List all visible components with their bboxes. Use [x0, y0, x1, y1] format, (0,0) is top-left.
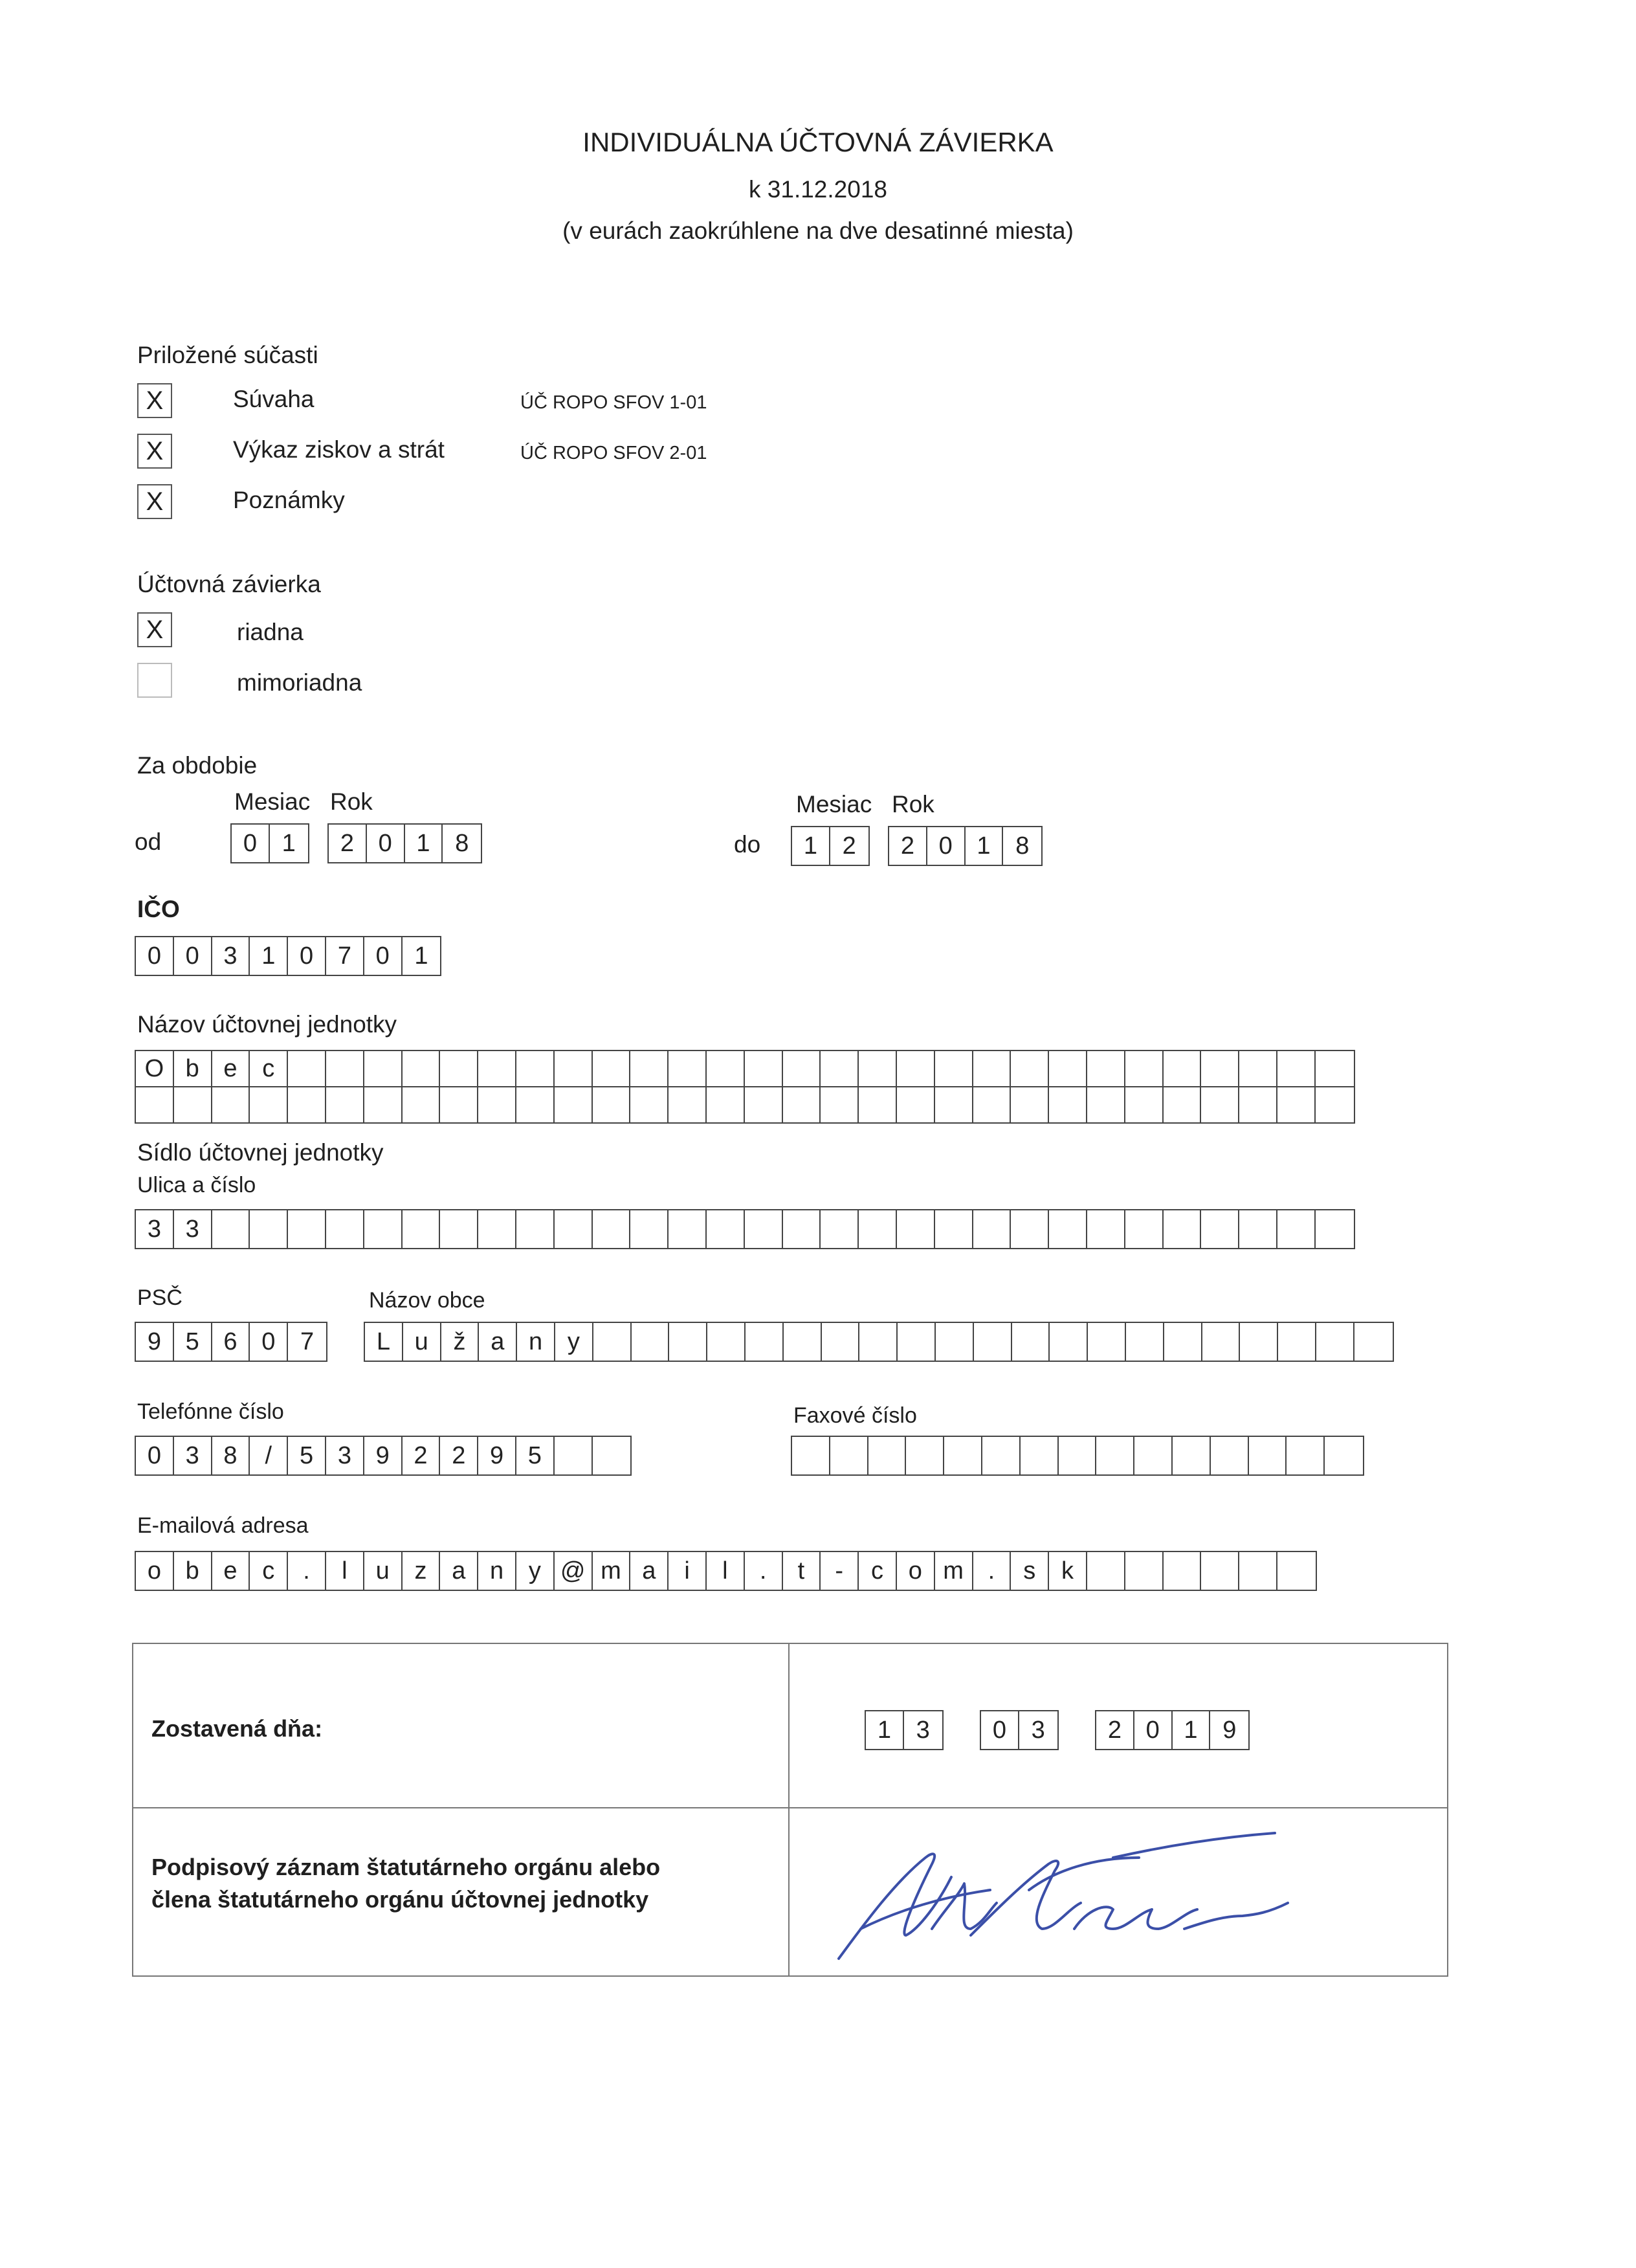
email-field-cell	[1201, 1552, 1239, 1590]
town-field-cell	[1316, 1323, 1354, 1361]
entity-name-row2-cell	[821, 1087, 859, 1122]
street-field-cell	[1201, 1210, 1239, 1248]
street-field-cell	[935, 1210, 973, 1248]
street-field-cell	[1316, 1210, 1354, 1248]
from-month-field-cell: 0	[232, 825, 270, 862]
email-field-cell: i	[669, 1552, 707, 1590]
town-field-cell	[1126, 1323, 1164, 1361]
phone-field-cell: 2	[403, 1437, 441, 1474]
to-month-label: Mesiac	[796, 791, 872, 817]
email-field-cell: k	[1049, 1552, 1087, 1590]
from-month-field-cell: 1	[282, 829, 296, 857]
attachments-heading: Priložené súčasti	[137, 342, 318, 368]
email-field-cell: .	[288, 1552, 326, 1590]
entity-name-row1-cell	[821, 1051, 859, 1086]
checkbox-mimoriadna[interactable]	[137, 663, 172, 698]
email-field-cell: .	[973, 1552, 1011, 1590]
fax-field-cell	[1249, 1437, 1287, 1474]
email-field-cell: m	[593, 1552, 631, 1590]
label-suvaha: Súvaha	[233, 386, 315, 412]
to-year-field-cell: 2	[889, 827, 927, 865]
zip-field-cell: 6	[212, 1323, 250, 1361]
phone-field-cell: /	[250, 1437, 288, 1474]
checkbox-riadna[interactable]: X	[137, 612, 172, 647]
entity-name-row2-cell	[174, 1087, 212, 1122]
to-month-field-cell: 2	[842, 832, 856, 860]
entity-name-row1-cell	[516, 1051, 555, 1086]
entity-name-row1-cell	[1087, 1051, 1125, 1086]
entity-name-row1-cell	[745, 1051, 783, 1086]
label-poznamky: Poznámky	[233, 487, 345, 513]
street-field-cell	[288, 1210, 326, 1248]
entity-name-row2-cell	[440, 1087, 478, 1122]
compiled-month-field-cell: 0	[981, 1711, 1019, 1749]
street-field-cell	[1239, 1210, 1277, 1248]
town-field-cell	[669, 1323, 707, 1361]
town-field-cell: n	[517, 1323, 555, 1361]
entity-name-row1-cell	[973, 1051, 1011, 1086]
street-field-cell	[669, 1210, 707, 1248]
street-field-cell	[783, 1210, 821, 1248]
town-field-cell: u	[403, 1323, 441, 1361]
entity-name-row2-cell	[555, 1087, 593, 1122]
street-field-cell	[326, 1210, 364, 1248]
entity-name-row1-cell	[478, 1051, 516, 1086]
fax-field[interactable]	[791, 1436, 1364, 1476]
phone-field-cell	[593, 1437, 631, 1474]
entity-name-row1-cell	[1049, 1051, 1087, 1086]
phone-field-cell: 2	[440, 1437, 478, 1474]
street-field-cell	[630, 1210, 669, 1248]
entity-name-row1-cell	[669, 1051, 707, 1086]
entity-name-row1-cell	[707, 1051, 745, 1086]
street-field-cell	[250, 1210, 288, 1248]
town-field-cell	[1278, 1323, 1316, 1361]
entity-name-row2-cell	[859, 1087, 897, 1122]
street-field-cell	[1125, 1210, 1164, 1248]
fax-field-cell	[792, 1437, 830, 1474]
to-year-field-cell: 0	[927, 827, 966, 865]
town-field-cell: ž	[441, 1323, 480, 1361]
entity-name-row2-cell	[897, 1087, 935, 1122]
ico-field-cell: 3	[212, 937, 250, 975]
zip-field[interactable]	[135, 1322, 327, 1362]
compiled-year-field[interactable]	[1095, 1710, 1250, 1750]
fax-field-cell	[1211, 1437, 1249, 1474]
fax-field-cell	[868, 1437, 907, 1474]
label-mimoriadna: mimoriadna	[237, 669, 362, 696]
compiled-day-field-cell: 3	[916, 1716, 930, 1744]
phone-field-cell: 3	[174, 1437, 212, 1474]
email-field-cell: t	[783, 1552, 821, 1590]
from-month-label: Mesiac	[234, 788, 311, 815]
ico-field-cell: 0	[136, 937, 174, 975]
fax-field-cell	[1059, 1437, 1097, 1474]
town-field-cell: a	[479, 1323, 517, 1361]
entity-name-row2-cell	[707, 1087, 745, 1122]
date-line: k 31.12.2018	[749, 176, 887, 203]
entity-name-row2-cell	[250, 1087, 288, 1122]
checkbox-vykaz[interactable]: X	[137, 434, 172, 469]
phone-field-cell: 3	[326, 1437, 364, 1474]
ico-field-cell: 1	[250, 937, 288, 975]
entity-name-label: Názov účtovnej jednotky	[137, 1011, 397, 1038]
fax-field-cell	[1096, 1437, 1134, 1474]
street-field-cell	[745, 1210, 783, 1248]
entity-name-row1-cell	[364, 1051, 403, 1086]
phone-field-cell: 5	[516, 1437, 555, 1474]
phone-field[interactable]	[135, 1436, 632, 1476]
town-field-cell	[1050, 1323, 1088, 1361]
entity-name-row2-cell	[783, 1087, 821, 1122]
street-field-cell	[593, 1210, 631, 1248]
street-field-cell	[1049, 1210, 1087, 1248]
email-field-cell: n	[478, 1552, 516, 1590]
email-field-cell: a	[440, 1552, 478, 1590]
compiled-year-field-cell: 2	[1096, 1711, 1134, 1749]
email-field-cell: -	[821, 1552, 859, 1590]
entity-name-row2-cell	[593, 1087, 631, 1122]
ico-field-cell: 0	[364, 937, 403, 975]
street-field-cell: 3	[136, 1210, 174, 1248]
entity-name-row1-cell	[326, 1051, 364, 1086]
street-field-cell	[821, 1210, 859, 1248]
entity-name-row2-cell	[1201, 1087, 1239, 1122]
footer-divider-vertical	[788, 1643, 790, 1977]
town-field-cell	[974, 1323, 1012, 1361]
entity-name-row2-cell	[403, 1087, 441, 1122]
email-label: E-mailová adresa	[137, 1513, 309, 1538]
signature-scribble	[835, 1832, 1327, 1968]
street-field-cell	[973, 1210, 1011, 1248]
entity-name-row2-cell	[1277, 1087, 1316, 1122]
to-month-field[interactable]	[791, 826, 870, 866]
street-field-cell	[707, 1210, 745, 1248]
zip-field-cell: 9	[136, 1323, 174, 1361]
email-field-cell: m	[935, 1552, 973, 1590]
entity-name-row1[interactable]	[135, 1050, 1355, 1087]
entity-name-row2-cell	[973, 1087, 1011, 1122]
street-field-cell	[555, 1210, 593, 1248]
entity-name-row1-cell	[1164, 1051, 1202, 1086]
town-field-cell	[936, 1323, 974, 1361]
entity-name-row2-cell	[630, 1087, 669, 1122]
label-riadna: riadna	[237, 619, 304, 645]
fax-field-cell	[982, 1437, 1021, 1474]
entity-name-row2-cell	[516, 1087, 555, 1122]
entity-name-row1-cell	[1316, 1051, 1354, 1086]
compiled-year-field-cell: 1	[1173, 1711, 1211, 1749]
town-field-cell	[859, 1323, 898, 1361]
town-field-cell	[593, 1323, 632, 1361]
fax-label: Faxové číslo	[793, 1403, 917, 1428]
entity-name-row2-cell	[1125, 1087, 1164, 1122]
ico-field-cell: 0	[288, 937, 326, 975]
email-field-cell: o	[897, 1552, 935, 1590]
zip-field-cell: 0	[250, 1323, 288, 1361]
town-field-cell	[1088, 1323, 1126, 1361]
from-year-label: Rok	[330, 788, 373, 815]
phone-field-cell: 9	[364, 1437, 403, 1474]
fax-field-cell	[906, 1437, 944, 1474]
to-year-label: Rok	[892, 791, 934, 817]
email-field-cell	[1087, 1552, 1125, 1590]
entity-name-row1-cell	[288, 1051, 326, 1086]
seat-label: Sídlo účtovnej jednotky	[137, 1139, 384, 1166]
entity-name-row2[interactable]	[135, 1086, 1355, 1124]
from-year-field-cell: 8	[455, 829, 469, 857]
from-year-field-cell: 2	[329, 825, 367, 862]
checkbox-suvaha[interactable]: X	[137, 383, 172, 418]
zip-field-cell: 7	[300, 1328, 315, 1355]
zip-label: PSČ	[137, 1285, 182, 1310]
fax-field-cell	[830, 1437, 868, 1474]
from-year-field-cell: 1	[405, 825, 443, 862]
signature-label-line2: člena štatutárneho orgánu účtovnej jednotky	[151, 1886, 649, 1913]
entity-name-row1-cell	[440, 1051, 478, 1086]
footer-divider-horizontal	[132, 1807, 1448, 1808]
town-field-cell	[746, 1323, 784, 1361]
entity-name-row1-cell	[1239, 1051, 1277, 1086]
email-field-cell: z	[403, 1552, 441, 1590]
town-field-cell	[784, 1323, 822, 1361]
to-label: do	[734, 831, 761, 858]
fax-field-cell	[1325, 1437, 1363, 1474]
town-field-cell	[898, 1323, 936, 1361]
street-label: Ulica a číslo	[137, 1173, 256, 1197]
phone-field-cell: 9	[478, 1437, 516, 1474]
entity-name-row1-cell	[859, 1051, 897, 1086]
entity-name-row1-cell	[783, 1051, 821, 1086]
entity-name-row1-cell: O	[136, 1051, 174, 1086]
entity-name-row2-cell	[1164, 1087, 1202, 1122]
email-field-cell: u	[364, 1552, 403, 1590]
phone-field-cell: 5	[288, 1437, 326, 1474]
entity-name-row1-cell	[593, 1051, 631, 1086]
code-suvaha: ÚČ ROPO SFOV 1-01	[520, 392, 707, 413]
street-field-cell	[897, 1210, 935, 1248]
compiled-year-field-cell: 9	[1222, 1716, 1237, 1744]
town-field-cell	[1012, 1323, 1050, 1361]
label-vykaz: Výkaz ziskov a strát	[233, 436, 445, 463]
email-field-cell	[1164, 1552, 1202, 1590]
to-year-field[interactable]	[888, 826, 1043, 866]
checkbox-poznamky[interactable]: X	[137, 484, 172, 519]
compiled-month-field-cell: 3	[1031, 1716, 1045, 1744]
entity-name-row2-cell	[669, 1087, 707, 1122]
entity-name-row2-cell	[478, 1087, 516, 1122]
email-field-cell: l	[707, 1552, 745, 1590]
email-field-cell	[1239, 1552, 1277, 1590]
entity-name-row2-cell	[212, 1087, 250, 1122]
entity-name-row2-cell	[1011, 1087, 1049, 1122]
street-field[interactable]	[135, 1209, 1355, 1249]
email-field-cell: o	[136, 1552, 174, 1590]
email-field-cell: a	[630, 1552, 669, 1590]
entity-name-row1-cell	[1277, 1051, 1316, 1086]
street-field-cell	[1011, 1210, 1049, 1248]
street-field-cell	[1277, 1210, 1316, 1248]
entity-name-row1-cell	[1201, 1051, 1239, 1086]
entity-name-row1-cell	[403, 1051, 441, 1086]
entity-name-row2-cell	[745, 1087, 783, 1122]
phone-field-cell	[555, 1437, 593, 1474]
entity-name-row2-cell	[326, 1087, 364, 1122]
fax-field-cell	[1021, 1437, 1059, 1474]
email-field[interactable]	[135, 1551, 1317, 1591]
from-label: od	[135, 828, 162, 855]
town-field-cell: L	[365, 1323, 403, 1361]
compiled-day-field[interactable]	[865, 1710, 944, 1750]
entity-name-row2-cell	[136, 1087, 174, 1122]
ico-field[interactable]	[135, 936, 441, 976]
period-heading: Za obdobie	[137, 752, 258, 779]
town-field-cell	[1240, 1323, 1278, 1361]
phone-label: Telefónne číslo	[137, 1399, 284, 1424]
email-field-cell: s	[1011, 1552, 1049, 1590]
currency-note: (v eurách zaokrúhlene na dve desatinné miesta)	[562, 217, 1074, 244]
street-field-cell	[364, 1210, 403, 1248]
street-field-cell	[440, 1210, 478, 1248]
from-month-field[interactable]	[230, 823, 309, 863]
email-field-cell: e	[212, 1552, 250, 1590]
signature-label-line1: Podpisový záznam štatutárneho orgánu alebo	[151, 1854, 661, 1880]
phone-field-cell: 8	[212, 1437, 250, 1474]
compiled-month-field[interactable]	[980, 1710, 1059, 1750]
town-field-cell	[707, 1323, 746, 1361]
entity-name-row1-cell	[1011, 1051, 1049, 1086]
code-vykaz: ÚČ ROPO SFOV 2-01	[520, 443, 707, 463]
entity-name-row2-cell	[935, 1087, 973, 1122]
compiled-day-field-cell: 1	[866, 1711, 904, 1749]
town-field-cell: y	[555, 1323, 593, 1361]
to-year-field-cell: 8	[1015, 832, 1030, 860]
entity-name-row2-cell	[1087, 1087, 1125, 1122]
email-field-cell: y	[516, 1552, 555, 1590]
from-year-field-cell: 0	[367, 825, 405, 862]
document-title: INDIVIDUÁLNA ÚČTOVNÁ ZÁVIERKA	[582, 127, 1054, 157]
entity-name-row2-cell	[1316, 1087, 1354, 1122]
ico-field-cell: 1	[414, 942, 428, 970]
street-field-cell	[516, 1210, 555, 1248]
email-field-cell: b	[174, 1552, 212, 1590]
town-field-cell	[1202, 1323, 1241, 1361]
statement-type-heading: Účtovná závierka	[137, 571, 321, 597]
entity-name-row2-cell	[288, 1087, 326, 1122]
town-field-cell	[1164, 1323, 1202, 1361]
email-field-cell	[1277, 1552, 1316, 1590]
entity-name-row1-cell	[935, 1051, 973, 1086]
email-field-cell: c	[250, 1552, 288, 1590]
from-year-field[interactable]	[327, 823, 482, 863]
entity-name-row1-cell: c	[250, 1051, 288, 1086]
entity-name-row2-cell	[364, 1087, 403, 1122]
zip-field-cell: 5	[174, 1323, 212, 1361]
email-field-cell	[1125, 1552, 1164, 1590]
phone-field-cell: 0	[136, 1437, 174, 1474]
street-field-cell: 3	[174, 1210, 212, 1248]
town-field-cell	[822, 1323, 860, 1361]
email-field-cell: @	[555, 1552, 593, 1590]
entity-name-row1-cell: b	[174, 1051, 212, 1086]
street-field-cell	[212, 1210, 250, 1248]
entity-name-row1-cell	[897, 1051, 935, 1086]
ico-field-cell: 7	[326, 937, 364, 975]
entity-name-row2-cell	[1239, 1087, 1277, 1122]
compiled-label: Zostavená dňa:	[151, 1715, 323, 1742]
entity-name-row1-cell	[630, 1051, 669, 1086]
email-field-cell: .	[745, 1552, 783, 1590]
street-field-cell	[478, 1210, 516, 1248]
town-field-cell	[632, 1323, 670, 1361]
town-field[interactable]	[364, 1322, 1394, 1362]
town-field-cell	[1354, 1323, 1393, 1361]
fax-field-cell	[1173, 1437, 1211, 1474]
town-label: Názov obce	[369, 1288, 485, 1313]
entity-name-row1-cell: e	[212, 1051, 250, 1086]
email-field-cell: c	[859, 1552, 897, 1590]
street-field-cell	[1164, 1210, 1202, 1248]
street-field-cell	[859, 1210, 897, 1248]
ico-label: IČO	[137, 896, 180, 922]
street-field-cell	[403, 1210, 441, 1248]
to-month-field-cell: 1	[792, 827, 830, 865]
fax-field-cell	[1134, 1437, 1173, 1474]
fax-field-cell	[1287, 1437, 1325, 1474]
to-year-field-cell: 1	[966, 827, 1004, 865]
fax-field-cell	[944, 1437, 982, 1474]
street-field-cell	[1087, 1210, 1125, 1248]
entity-name-row1-cell	[555, 1051, 593, 1086]
entity-name-row1-cell	[1125, 1051, 1164, 1086]
ico-field-cell: 0	[174, 937, 212, 975]
entity-name-row2-cell	[1049, 1087, 1087, 1122]
compiled-year-field-cell: 0	[1134, 1711, 1173, 1749]
email-field-cell: l	[326, 1552, 364, 1590]
